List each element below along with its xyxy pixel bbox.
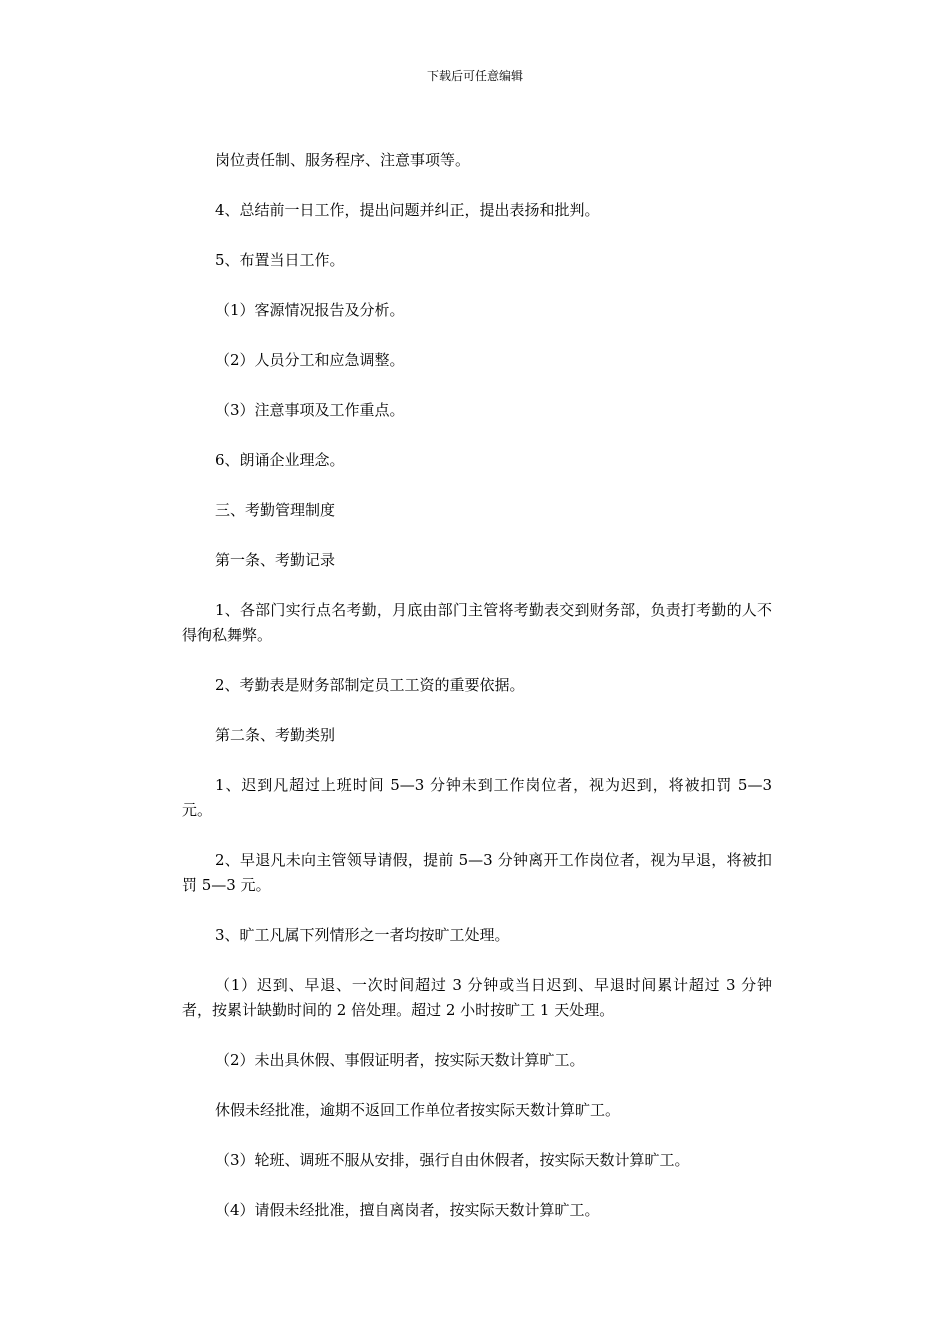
- paragraph: 6、朗诵企业理念。: [215, 451, 345, 469]
- paragraph: （3）轮班、调班不服从安排，强行自由休假者，按实际天数计算旷工。: [215, 1151, 690, 1169]
- paragraph: 5、布置当日工作。: [215, 251, 345, 269]
- page-header: 下载后可任意编辑: [426, 69, 523, 83]
- article-heading: 第一条、考勤记录: [215, 551, 336, 569]
- paragraph: （3）注意事项及工作重点。: [215, 401, 405, 419]
- document-body: [182, 148, 772, 1248]
- paragraph: （2）未出具休假、事假证明者，按实际天数计算旷工。: [215, 1051, 585, 1069]
- paragraph: （4）请假未经批准，擅自离岗者，按实际天数计算旷工。: [215, 1201, 600, 1219]
- paragraph: 3、旷工凡属下列情形之一者均按旷工处理。: [215, 926, 510, 944]
- paragraph: 4、总结前一日工作，提出问题并纠正，提出表扬和批判。: [215, 201, 600, 219]
- paragraph: 休假未经批准，逾期不返回工作单位者按实际天数计算旷工。: [215, 1101, 621, 1119]
- section-heading: 三、考勤管理制度: [215, 501, 336, 519]
- paragraph: （2）人员分工和应急调整。: [215, 351, 405, 369]
- paragraph: （1）迟到、早退、一次时间超过 3 分钟或当日迟到、早退时间累计超过 3 分钟者，按累计缺勤时间的 2 倍处理。超过 2 小时按旷工 1 天处理。: [182, 976, 772, 1019]
- paragraph: 1、各部门实行点名考勤，月底由部门主管将考勤表交到财务部，负责打考勤的人不得徇私舞弊。: [182, 601, 772, 644]
- paragraph: 1、迟到凡超过上班时间 5—3 分钟未到工作岗位者，视为迟到，将被扣罚 5—3 元。: [182, 776, 772, 819]
- paragraph: 2、早退凡未向主管领导请假，提前 5—3 分钟离开工作岗位者，视为早退，将被扣罚 5—3 元。: [182, 851, 772, 894]
- paragraph: 岗位责任制、服务程序、注意事项等。: [215, 151, 471, 169]
- paragraph: 2、考勤表是财务部制定员工工资的重要依据。: [215, 676, 525, 694]
- article-heading: 第二条、考勤类别: [215, 726, 336, 744]
- paragraph: （1）客源情况报告及分析。: [215, 301, 405, 319]
